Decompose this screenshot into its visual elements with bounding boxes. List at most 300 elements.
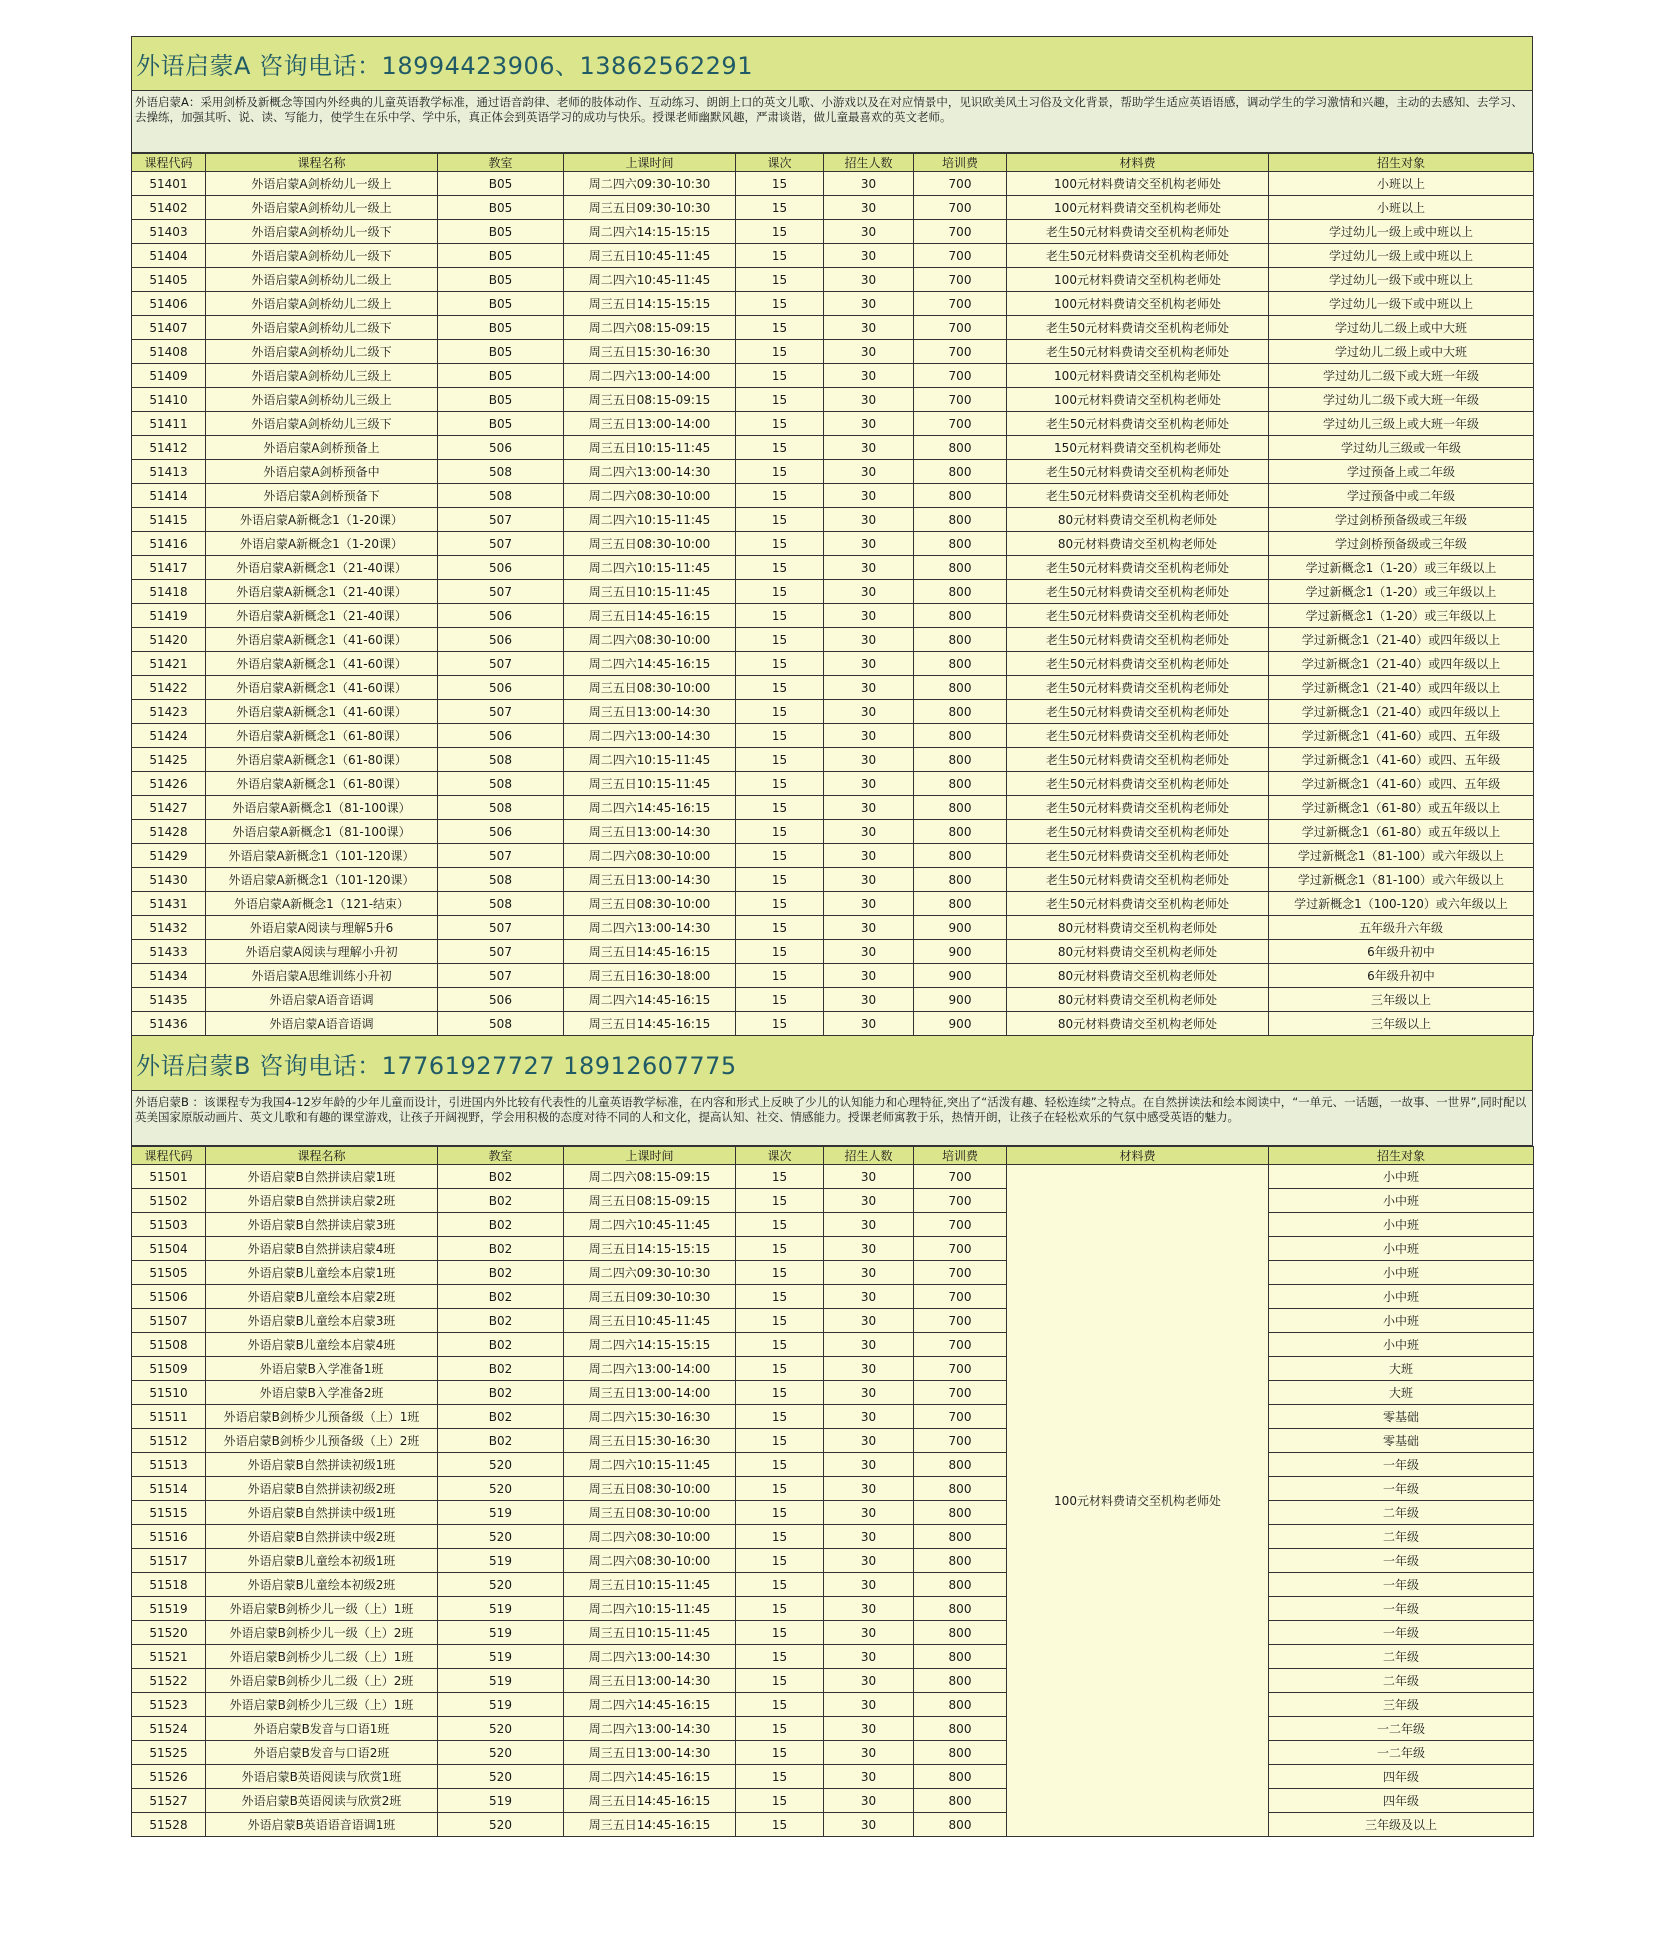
cell-capacity: 30 [824,268,914,292]
cell-fee: 700 [914,316,1007,340]
cell-room: B05 [438,220,564,244]
table-row [132,1525,1534,1549]
cell-time: 周二四六08:30-10:00 [564,628,736,652]
cell-code: 51430 [132,868,206,892]
cell-time: 周三五日08:15-09:15 [564,388,736,412]
cell-time: 周二四六10:45-11:45 [564,268,736,292]
cell-capacity: 30 [824,1189,914,1213]
cell-capacity: 30 [824,1765,914,1789]
cell-room: 506 [438,556,564,580]
cell-capacity: 30 [824,556,914,580]
cell-target: 小中班 [1269,1333,1534,1357]
cell-fee: 700 [914,412,1007,436]
cell-capacity: 30 [824,820,914,844]
cell-target: 三年级以上 [1269,1012,1534,1036]
cell-room: 508 [438,772,564,796]
cell-fee: 700 [914,1309,1007,1333]
cell-sessions: 15 [736,220,824,244]
cell-code: 51520 [132,1621,206,1645]
cell-sessions: 15 [736,1333,824,1357]
cell-time: 周三五日13:00-14:30 [564,1669,736,1693]
cell-time: 周二四六08:30-10:00 [564,844,736,868]
cell-time: 周三五日14:45-16:15 [564,604,736,628]
cell-capacity: 30 [824,940,914,964]
cell-sessions: 15 [736,772,824,796]
cell-time: 周二四六09:30-10:30 [564,172,736,196]
cell-room: B02 [438,1405,564,1429]
cell-capacity: 30 [824,1597,914,1621]
cell-time: 周三五日14:45-16:15 [564,940,736,964]
cell-fee: 800 [914,772,1007,796]
table-row [132,1813,1534,1837]
cell-name: 外语启蒙B自然拼读初级2班 [206,1477,438,1501]
cell-target: 二年级 [1269,1669,1534,1693]
section-b-title: 外语启蒙B 咨询电话：17761927727 18912607775 [131,1036,1533,1091]
cell-target: 一年级 [1269,1573,1534,1597]
cell-time: 周三五日10:15-11:45 [564,436,736,460]
schedule-sheet [131,36,1533,1837]
cell-code: 51421 [132,652,206,676]
table-row [132,1741,1534,1765]
cell-code: 51422 [132,676,206,700]
table-row [132,484,1534,508]
cell-fee: 700 [914,388,1007,412]
cell-sessions: 15 [736,1645,824,1669]
cell-room: B05 [438,244,564,268]
cell-material: 老生50元材料费请交至机构老师处 [1007,772,1269,796]
cell-capacity: 30 [824,364,914,388]
cell-room: B05 [438,172,564,196]
cell-fee: 700 [914,268,1007,292]
cell-code: 51516 [132,1525,206,1549]
section-b-header-time: 上课时间 [564,1147,736,1165]
cell-material: 80元材料费请交至机构老师处 [1007,940,1269,964]
cell-name: 外语启蒙A新概念1（41-60课） [206,652,438,676]
cell-target: 大班 [1269,1381,1534,1405]
cell-sessions: 15 [736,1213,824,1237]
cell-room: 508 [438,484,564,508]
cell-code: 51429 [132,844,206,868]
cell-sessions: 15 [736,988,824,1012]
cell-code: 51405 [132,268,206,292]
cell-sessions: 15 [736,1549,824,1573]
cell-fee: 700 [914,340,1007,364]
cell-capacity: 30 [824,220,914,244]
cell-material: 老生50元材料费请交至机构老师处 [1007,892,1269,916]
cell-code: 51434 [132,964,206,988]
cell-name: 外语启蒙B发音与口语1班 [206,1717,438,1741]
cell-room: 506 [438,724,564,748]
cell-sessions: 15 [736,1669,824,1693]
cell-fee: 800 [914,1525,1007,1549]
cell-sessions: 15 [736,1261,824,1285]
cell-sessions: 15 [736,724,824,748]
cell-code: 51412 [132,436,206,460]
cell-target: 零基础 [1269,1429,1534,1453]
cell-target: 小中班 [1269,1213,1534,1237]
cell-name: 外语启蒙A剑桥预备上 [206,436,438,460]
cell-time: 周三五日08:30-10:00 [564,892,736,916]
table-row [132,436,1534,460]
cell-room: B02 [438,1285,564,1309]
cell-code: 51428 [132,820,206,844]
cell-fee: 700 [914,1189,1007,1213]
cell-code: 51427 [132,796,206,820]
cell-target: 学过剑桥预备级或三年级 [1269,532,1534,556]
cell-material: 老生50元材料费请交至机构老师处 [1007,820,1269,844]
cell-code: 51522 [132,1669,206,1693]
cell-time: 周三五日10:45-11:45 [564,244,736,268]
cell-time: 周二四六14:45-16:15 [564,1693,736,1717]
table-row [132,580,1534,604]
cell-time: 周三五日10:15-11:45 [564,1621,736,1645]
cell-name: 外语启蒙B英语阅读与欣赏2班 [206,1789,438,1813]
section-b-header-room: 教室 [438,1147,564,1165]
cell-time: 周二四六14:45-16:15 [564,988,736,1012]
table-row [132,1189,1534,1213]
cell-sessions: 15 [736,1477,824,1501]
cell-fee: 900 [914,988,1007,1012]
cell-room: 519 [438,1645,564,1669]
cell-fee: 800 [914,844,1007,868]
cell-target: 三年级及以上 [1269,1813,1534,1837]
cell-capacity: 30 [824,1333,914,1357]
cell-capacity: 30 [824,628,914,652]
cell-material: 100元材料费请交至机构老师处 [1007,292,1269,316]
cell-material: 老生50元材料费请交至机构老师处 [1007,868,1269,892]
cell-material: 老生50元材料费请交至机构老师处 [1007,724,1269,748]
cell-fee: 800 [914,1669,1007,1693]
cell-sessions: 15 [736,1165,824,1189]
table-row [132,748,1534,772]
cell-target: 学过预备中或二年级 [1269,484,1534,508]
cell-fee: 800 [914,556,1007,580]
cell-name: 外语启蒙A新概念1（101-120课） [206,868,438,892]
cell-code: 51435 [132,988,206,1012]
cell-target: 学过新概念1（100-120）或六年级以上 [1269,892,1534,916]
cell-target: 一年级 [1269,1549,1534,1573]
cell-fee: 700 [914,1213,1007,1237]
section-a-header-sessions: 课次 [736,154,824,172]
cell-room: 519 [438,1549,564,1573]
cell-time: 周二四六08:30-10:00 [564,484,736,508]
cell-name: 外语启蒙A新概念1（61-80课） [206,772,438,796]
cell-capacity: 30 [824,1789,914,1813]
cell-capacity: 30 [824,1261,914,1285]
cell-name: 外语启蒙A剑桥幼儿一级上 [206,196,438,220]
cell-name: 外语启蒙B自然拼读启蒙3班 [206,1213,438,1237]
cell-target: 学过新概念1（21-40）或四年级以上 [1269,676,1534,700]
cell-name: 外语启蒙A新概念1（21-40课） [206,604,438,628]
cell-name: 外语启蒙A新概念1（41-60课） [206,628,438,652]
cell-name: 外语启蒙A阅读与理解5升6 [206,916,438,940]
cell-capacity: 30 [824,1573,914,1597]
cell-capacity: 30 [824,892,914,916]
cell-sessions: 15 [736,172,824,196]
cell-sessions: 15 [736,364,824,388]
cell-sessions: 15 [736,1285,824,1309]
cell-capacity: 30 [824,244,914,268]
cell-code: 51508 [132,1333,206,1357]
cell-room: B02 [438,1213,564,1237]
table-row [132,1597,1534,1621]
table-row [132,316,1534,340]
cell-target: 学过新概念1（81-100）或六年级以上 [1269,868,1534,892]
cell-code: 51523 [132,1693,206,1717]
cell-fee: 800 [914,460,1007,484]
cell-sessions: 15 [736,1429,824,1453]
cell-sessions: 15 [736,628,824,652]
cell-fee: 900 [914,1012,1007,1036]
cell-code: 51402 [132,196,206,220]
cell-code: 51407 [132,316,206,340]
cell-sessions: 15 [736,916,824,940]
cell-room: B05 [438,268,564,292]
cell-target: 学过幼儿一级上或中班以上 [1269,244,1534,268]
cell-fee: 700 [914,1165,1007,1189]
cell-fee: 700 [914,244,1007,268]
cell-name: 外语启蒙B英语语音语调1班 [206,1813,438,1837]
cell-material: 100元材料费请交至机构老师处 [1007,196,1269,220]
cell-code: 51409 [132,364,206,388]
cell-code: 51525 [132,1741,206,1765]
cell-code: 51527 [132,1789,206,1813]
cell-target: 学过新概念1（1-20）或三年级以上 [1269,580,1534,604]
table-row [132,1237,1534,1261]
cell-room: B02 [438,1357,564,1381]
cell-code: 51526 [132,1765,206,1789]
cell-material: 老生50元材料费请交至机构老师处 [1007,844,1269,868]
cell-code: 51507 [132,1309,206,1333]
cell-code: 51408 [132,340,206,364]
table-row [132,1717,1534,1741]
cell-time: 周三五日13:00-14:00 [564,412,736,436]
cell-capacity: 30 [824,1381,914,1405]
cell-material: 老生50元材料费请交至机构老师处 [1007,460,1269,484]
cell-code: 51431 [132,892,206,916]
table-row [132,556,1534,580]
cell-time: 周三五日10:15-11:45 [564,580,736,604]
section-a-description: 外语启蒙A：采用剑桥及新概念等国内外经典的儿童英语教学标准，通过语音韵律、老师的肢体动作、互动练习、朗朗上口的英文儿歌、小游戏以及在对应情景中，见识欧美风土习俗及文化背景，帮助学生适应英语语感，调动学生的学习激情和兴趣，主动的去感知、去学习、去操练，加强其听、说、读、写能力，使学生在乐中学、学中乐，真正体会到英语学习的成功与快乐。授课老师幽默风趣，严肃谈谐，做儿童最喜欢的英文老师。 [131,91,1533,153]
cell-capacity: 30 [824,460,914,484]
cell-name: 外语启蒙B自然拼读初级1班 [206,1453,438,1477]
cell-room: 508 [438,868,564,892]
cell-room: 507 [438,700,564,724]
cell-code: 51528 [132,1813,206,1837]
cell-fee: 800 [914,1717,1007,1741]
cell-fee: 800 [914,868,1007,892]
cell-target: 学过幼儿一级下或中班以上 [1269,292,1534,316]
section-a-header-capacity: 招生人数 [824,154,914,172]
cell-fee: 800 [914,892,1007,916]
cell-capacity: 30 [824,1717,914,1741]
cell-time: 周三五日14:15-15:15 [564,1237,736,1261]
cell-name: 外语启蒙B自然拼读中级1班 [206,1501,438,1525]
cell-code: 51521 [132,1645,206,1669]
cell-target: 学过预备上或二年级 [1269,460,1534,484]
cell-material: 100元材料费请交至机构老师处 [1007,388,1269,412]
cell-capacity: 30 [824,1237,914,1261]
cell-capacity: 30 [824,844,914,868]
cell-sessions: 15 [736,1597,824,1621]
cell-name: 外语启蒙B儿童绘本初级2班 [206,1573,438,1597]
cell-sessions: 15 [736,1237,824,1261]
cell-name: 外语启蒙A语音语调 [206,1012,438,1036]
cell-time: 周二四六14:15-15:15 [564,220,736,244]
cell-sessions: 15 [736,340,824,364]
cell-sessions: 15 [736,1789,824,1813]
cell-capacity: 30 [824,436,914,460]
cell-target: 6年级升初中 [1269,964,1534,988]
cell-name: 外语启蒙A新概念1（21-40课） [206,556,438,580]
cell-room: 508 [438,748,564,772]
cell-time: 周二四六10:45-11:45 [564,1213,736,1237]
cell-capacity: 30 [824,508,914,532]
cell-room: B05 [438,196,564,220]
cell-sessions: 15 [736,436,824,460]
cell-sessions: 15 [736,1741,824,1765]
cell-capacity: 30 [824,1741,914,1765]
cell-fee: 800 [914,724,1007,748]
cell-material: 老生50元材料费请交至机构老师处 [1007,796,1269,820]
cell-name: 外语启蒙A剑桥预备中 [206,460,438,484]
cell-name: 外语启蒙A新概念1（81-100课） [206,796,438,820]
cell-material: 老生50元材料费请交至机构老师处 [1007,220,1269,244]
cell-capacity: 30 [824,172,914,196]
cell-time: 周三五日08:15-09:15 [564,1189,736,1213]
cell-material: 80元材料费请交至机构老师处 [1007,508,1269,532]
cell-material: 100元材料费请交至机构老师处 [1007,268,1269,292]
cell-sessions: 15 [736,1765,824,1789]
section-b-header-capacity: 招生人数 [824,1147,914,1165]
cell-name: 外语启蒙B自然拼读启蒙4班 [206,1237,438,1261]
cell-target: 五年级升六年级 [1269,916,1534,940]
cell-code: 51413 [132,460,206,484]
cell-fee: 800 [914,1765,1007,1789]
cell-name: 外语启蒙B入学准备2班 [206,1381,438,1405]
cell-sessions: 15 [736,268,824,292]
cell-target: 学过新概念1（41-60）或四、五年级 [1269,724,1534,748]
cell-room: B02 [438,1333,564,1357]
cell-fee: 800 [914,796,1007,820]
cell-room: B05 [438,316,564,340]
table-row [132,364,1534,388]
cell-time: 周三五日10:45-11:45 [564,1309,736,1333]
section-b-header-target: 招生对象 [1269,1147,1534,1165]
cell-target: 学过新概念1（21-40）或四年级以上 [1269,652,1534,676]
cell-sessions: 15 [736,484,824,508]
cell-target: 一二年级 [1269,1741,1534,1765]
cell-sessions: 15 [736,844,824,868]
cell-sessions: 15 [736,292,824,316]
cell-capacity: 30 [824,316,914,340]
cell-name: 外语启蒙A新概念1（101-120课） [206,844,438,868]
cell-capacity: 30 [824,652,914,676]
cell-sessions: 15 [736,460,824,484]
cell-capacity: 30 [824,1213,914,1237]
cell-target: 一年级 [1269,1477,1534,1501]
cell-fee: 700 [914,292,1007,316]
cell-fee: 800 [914,1621,1007,1645]
cell-target: 学过幼儿三级或一年级 [1269,436,1534,460]
table-row [132,1309,1534,1333]
cell-name: 外语启蒙B剑桥少儿三级（上）1班 [206,1693,438,1717]
cell-code: 51426 [132,772,206,796]
table-row [132,1405,1534,1429]
cell-fee: 800 [914,1813,1007,1837]
cell-fee: 900 [914,940,1007,964]
table-row [132,1453,1534,1477]
cell-fee: 800 [914,748,1007,772]
cell-capacity: 30 [824,1405,914,1429]
cell-name: 外语启蒙B入学准备1班 [206,1357,438,1381]
cell-sessions: 15 [736,1525,824,1549]
cell-target: 学过剑桥预备级或三年级 [1269,508,1534,532]
table-row [132,1765,1534,1789]
cell-capacity: 30 [824,604,914,628]
table-row [132,796,1534,820]
table-row [132,1429,1534,1453]
table-row [132,1213,1534,1237]
cell-time: 周二四六14:45-16:15 [564,796,736,820]
cell-room: 507 [438,652,564,676]
cell-fee: 800 [914,676,1007,700]
section-a-header-room: 教室 [438,154,564,172]
cell-code: 51436 [132,1012,206,1036]
cell-target: 学过新概念1（41-60）或四、五年级 [1269,772,1534,796]
cell-room: 506 [438,604,564,628]
cell-room: 519 [438,1669,564,1693]
cell-name: 外语启蒙A新概念1（41-60课） [206,700,438,724]
cell-material: 老生50元材料费请交至机构老师处 [1007,676,1269,700]
cell-target: 小中班 [1269,1237,1534,1261]
cell-sessions: 15 [736,1012,824,1036]
cell-target: 学过新概念1（21-40）或四年级以上 [1269,700,1534,724]
cell-name: 外语启蒙B剑桥少儿预备级（上）1班 [206,1405,438,1429]
cell-sessions: 15 [736,1453,824,1477]
cell-time: 周三五日13:00-14:00 [564,1381,736,1405]
cell-sessions: 15 [736,508,824,532]
table-row [132,1165,1534,1189]
cell-time: 周三五日14:45-16:15 [564,1789,736,1813]
cell-name: 外语启蒙A新概念1（61-80课） [206,724,438,748]
cell-name: 外语启蒙B剑桥少儿二级（上）2班 [206,1669,438,1693]
cell-material: 老生50元材料费请交至机构老师处 [1007,412,1269,436]
cell-room: 520 [438,1813,564,1837]
cell-code: 51418 [132,580,206,604]
cell-fee: 800 [914,1693,1007,1717]
table-row [132,988,1534,1012]
cell-material: 100元材料费请交至机构老师处 [1007,1165,1269,1837]
cell-time: 周二四六13:00-14:30 [564,1645,736,1669]
cell-sessions: 15 [736,1309,824,1333]
cell-code: 51513 [132,1453,206,1477]
cell-name: 外语启蒙A剑桥幼儿三级上 [206,364,438,388]
cell-name: 外语启蒙A新概念1（1-20课） [206,532,438,556]
cell-sessions: 15 [736,1381,824,1405]
cell-code: 51511 [132,1405,206,1429]
table-row [132,820,1534,844]
cell-fee: 700 [914,1261,1007,1285]
table-row [132,676,1534,700]
cell-room: 506 [438,820,564,844]
cell-room: 520 [438,1765,564,1789]
cell-room: 506 [438,988,564,1012]
cell-sessions: 15 [736,796,824,820]
section-a-header-row [132,154,1534,172]
cell-material: 老生50元材料费请交至机构老师处 [1007,316,1269,340]
cell-room: 507 [438,916,564,940]
